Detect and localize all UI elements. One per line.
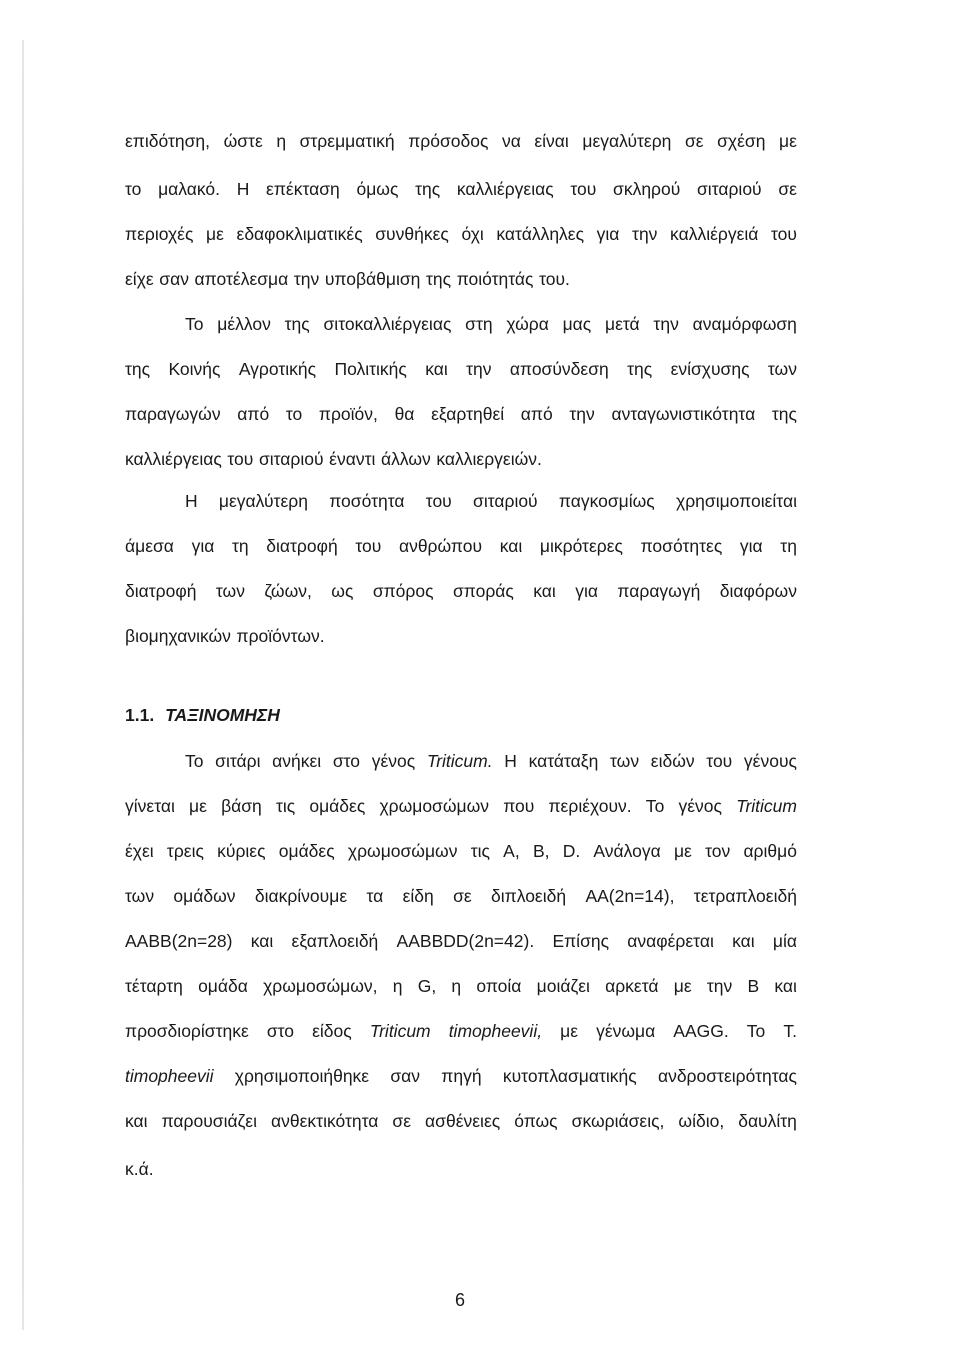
word: διαφόρων — [719, 581, 797, 601]
word: με — [206, 224, 224, 244]
word: μοιάζει — [536, 976, 590, 996]
word: διατροφή — [266, 536, 338, 556]
word: ενίσχυσης — [670, 359, 750, 379]
word: άλλων — [381, 449, 431, 469]
word: ομάδα — [198, 976, 248, 996]
word: αριθμό — [743, 841, 797, 861]
word: κατάλληλες — [496, 224, 585, 244]
word: ανθεκτικότητα — [271, 1111, 379, 1131]
page-number: 6 — [454, 1290, 465, 1310]
word: Η — [185, 491, 198, 511]
word: των — [215, 581, 245, 601]
word: τετραπλοειδή — [693, 886, 797, 906]
word: καλλιεργειών. — [436, 449, 542, 469]
word: το — [125, 179, 142, 199]
word: ειδών — [650, 751, 695, 771]
word: και — [125, 1111, 148, 1131]
word: τις — [470, 841, 490, 861]
word: ανήκει — [272, 751, 322, 771]
word: έναντι — [329, 449, 376, 469]
word: χρωμοσώμων, — [263, 976, 378, 996]
word: γένος — [678, 796, 722, 816]
word: το — [285, 404, 303, 424]
text-line — [125, 1065, 797, 1087]
word: σιτοκαλλιέργειας — [323, 314, 452, 334]
word: Τ. — [783, 1021, 797, 1041]
word: για — [191, 536, 215, 556]
word: Κοινής — [168, 359, 221, 379]
word: θα — [394, 404, 415, 424]
word: AABBDD(2n=42). — [396, 931, 535, 951]
word: περιοχές — [125, 224, 194, 244]
word: σε — [453, 886, 472, 906]
word: παγκοσμίως — [558, 491, 655, 511]
word: του — [425, 491, 452, 511]
text-line — [125, 795, 797, 817]
word: ωίδιο, — [678, 1111, 725, 1131]
word: Β — [747, 976, 760, 996]
word: εδαφοκλιματικές — [236, 224, 363, 244]
word: ομάδες — [278, 841, 335, 861]
word: ασθένειες — [425, 1111, 501, 1131]
word: προσδιορίστηκε — [125, 1021, 249, 1041]
word: χώρα — [506, 314, 549, 334]
word: επέκταση — [266, 179, 340, 199]
word: στο — [332, 751, 361, 771]
word: και — [499, 536, 523, 556]
text-line — [125, 580, 797, 602]
text-line — [125, 178, 797, 200]
text-line — [125, 975, 797, 997]
text-line — [125, 268, 797, 290]
text-line — [125, 130, 797, 152]
word: Triticum — [736, 796, 797, 816]
word: ανταγωνιστικότητα — [611, 404, 756, 424]
word: ζώων, — [264, 581, 312, 601]
word: πρόσοδος — [408, 131, 489, 151]
word: σιταριού — [258, 449, 324, 469]
word: σε — [778, 179, 797, 199]
word: κύριες — [217, 841, 266, 861]
word: ΑΑ(2n=14), — [585, 886, 675, 906]
word: του — [355, 536, 382, 556]
word: για — [596, 224, 620, 244]
word: με — [673, 976, 692, 996]
word: προϊόν, — [318, 404, 378, 424]
word: αναφέρεται — [627, 931, 714, 951]
text-line — [125, 1158, 797, 1180]
word: όμως — [356, 179, 399, 199]
word: σαν — [159, 269, 189, 289]
text-line — [125, 223, 797, 245]
word: της — [284, 314, 310, 334]
word: άμεσα — [125, 536, 174, 556]
word: είναι — [534, 131, 569, 151]
word: τα — [366, 886, 384, 906]
word: σιταριού — [473, 491, 538, 511]
word: Αγροτικής — [238, 359, 317, 379]
word: ανθρώπου — [398, 536, 483, 556]
word: με — [673, 841, 692, 861]
word: για — [739, 536, 763, 556]
section-title: ΤΑΞΙΝΟΜΗΣΗ — [165, 705, 280, 725]
section-heading — [125, 705, 280, 726]
word: Επίσης — [552, 931, 610, 951]
word: η — [451, 976, 462, 996]
word: D. — [562, 841, 581, 861]
word: παραγωγών — [125, 404, 221, 424]
word: παραγωγή — [617, 581, 701, 601]
word: G, — [417, 976, 437, 996]
word: δαυλίτη — [738, 1111, 797, 1131]
word: καλλιέργειας — [456, 179, 554, 199]
text-line — [125, 448, 797, 470]
word: γίνεται — [125, 796, 175, 816]
word: είχε — [125, 269, 154, 289]
word: με — [560, 1021, 579, 1041]
word: ποιότητάς — [456, 269, 534, 289]
word: καλλιέργειά — [670, 224, 759, 244]
word: μαλακό. — [158, 179, 221, 199]
word: όχι — [461, 224, 484, 244]
word: περιέχουν. — [548, 796, 632, 816]
word: Η — [236, 179, 250, 199]
word: στρεμματική — [299, 131, 395, 151]
word: του. — [539, 269, 570, 289]
word: μία — [772, 931, 797, 951]
word: μεγαλύτερη — [218, 491, 308, 511]
word: χρωμοσώμων — [347, 841, 458, 861]
word: της — [771, 404, 797, 424]
word: την — [632, 224, 658, 244]
word: είδος — [312, 1021, 352, 1041]
word: σιτάρι — [215, 751, 261, 771]
word: και — [425, 359, 448, 379]
word: Β, — [532, 841, 550, 861]
word: εξαρτηθεί — [431, 404, 505, 424]
word: τη — [231, 536, 249, 556]
word: κ.ά. — [125, 1159, 154, 1179]
word: μικρότερες — [539, 536, 623, 556]
word: σε — [684, 131, 704, 151]
word: σαν — [390, 1066, 421, 1086]
word: Ανάλογα — [593, 841, 661, 861]
word: εξαπλοειδή — [291, 931, 379, 951]
word: στο — [266, 1021, 295, 1041]
word: πηγή — [441, 1066, 482, 1086]
word: σπόρος — [372, 581, 434, 601]
text-line — [125, 1110, 797, 1132]
word: ομάδων — [173, 886, 236, 906]
text-line — [185, 750, 797, 772]
word: μετά — [604, 314, 640, 334]
word: σκωριάσεις, — [571, 1111, 665, 1131]
word: να — [501, 131, 521, 151]
word: από — [237, 404, 270, 424]
word: σιταριού — [697, 179, 762, 199]
word: timopheevii — [125, 1066, 214, 1086]
word: Η — [504, 751, 517, 771]
word: μας — [562, 314, 592, 334]
text-line — [125, 930, 797, 952]
word: τη — [780, 536, 797, 556]
word: όπως — [514, 1111, 558, 1131]
text-line — [125, 885, 797, 907]
word: έχει — [125, 841, 154, 861]
word: συνθήκες — [375, 224, 449, 244]
word: την — [706, 976, 733, 996]
word: γένος — [371, 751, 416, 771]
word: του — [706, 751, 733, 771]
word: και — [533, 581, 556, 601]
word: στη — [465, 314, 493, 334]
word: τις — [275, 796, 296, 816]
word: σχέση — [717, 131, 766, 151]
word: του — [227, 449, 254, 469]
word: υποβάθμιση — [324, 269, 421, 289]
word: την — [569, 404, 595, 424]
word: χρησιμοποιείται — [676, 491, 797, 511]
word: και — [732, 931, 755, 951]
word: τον — [705, 841, 731, 861]
word: διακρίνουμε — [254, 886, 348, 906]
word: ομάδες — [309, 796, 366, 816]
word: Το — [185, 751, 204, 771]
word: διατροφή — [125, 581, 197, 601]
text-line — [125, 625, 797, 647]
word: η — [276, 131, 287, 151]
word: αρκετά — [605, 976, 659, 996]
word: ως — [331, 581, 354, 601]
word: την — [466, 359, 492, 379]
word: AAGG. — [673, 1021, 729, 1041]
word: καλλιέργειας — [125, 449, 222, 469]
word: ώστε — [223, 131, 263, 151]
word: αποτέλεσμα — [194, 269, 289, 289]
word: των — [767, 359, 797, 379]
word: τρεις — [166, 841, 204, 861]
word: βιομηχανικών — [125, 626, 231, 646]
word: Το — [185, 314, 204, 334]
word: με — [779, 131, 797, 151]
word: είδη — [402, 886, 434, 906]
text-line — [125, 403, 797, 425]
word: η — [392, 976, 403, 996]
word: γένωμα — [596, 1021, 656, 1041]
word: σε — [392, 1111, 412, 1131]
word: γένους — [743, 751, 797, 771]
word: των — [610, 751, 640, 771]
word: ανδροστειρότητας — [657, 1066, 797, 1086]
word: την — [293, 269, 320, 289]
word: και — [774, 976, 797, 996]
word: των — [125, 886, 155, 906]
text-line — [125, 358, 797, 380]
word: μεγαλύτερη — [582, 131, 672, 151]
word: Το — [645, 796, 665, 816]
word: προϊόντων. — [236, 626, 325, 646]
word: σκληρού — [613, 179, 681, 199]
text-line — [125, 840, 797, 862]
word: Α, — [503, 841, 520, 861]
text-line — [185, 490, 797, 512]
word: που — [503, 796, 535, 816]
word: AABB(2n=28) — [125, 931, 233, 951]
word: Triticum. — [426, 751, 493, 771]
word: της — [426, 269, 452, 289]
word: τέταρτη — [125, 976, 183, 996]
word: της — [415, 179, 441, 199]
word: του — [570, 179, 597, 199]
word: χρωμοσώμων — [379, 796, 490, 816]
word: από — [520, 404, 553, 424]
word: την — [653, 314, 679, 334]
section-number: 1.1. — [125, 705, 155, 725]
word: και — [250, 931, 274, 951]
word: για — [575, 581, 598, 601]
word: της — [627, 359, 653, 379]
word: του — [771, 224, 797, 244]
word: διπλοειδή — [491, 886, 567, 906]
word: Το — [746, 1021, 766, 1041]
word: κατάταξη — [528, 751, 599, 771]
word: σποράς — [452, 581, 514, 601]
word: αποσύνδεση — [509, 359, 609, 379]
word: ποσότητες — [640, 536, 723, 556]
word: αναμόρφωση — [692, 314, 797, 334]
word: οποία — [476, 976, 522, 996]
word: παρουσιάζει — [161, 1111, 257, 1131]
word: με — [189, 796, 207, 816]
text-line — [125, 1020, 797, 1042]
scan-edge — [22, 40, 24, 1330]
word: ποσότητα — [329, 491, 405, 511]
text-line — [125, 535, 797, 557]
word: της — [125, 359, 151, 379]
text-line — [185, 313, 797, 335]
word: επιδότηση, — [125, 131, 211, 151]
word: βάση — [221, 796, 262, 816]
word: timopheevii, — [448, 1021, 543, 1041]
word: Πολιτικής — [334, 359, 407, 379]
word: Triticum — [369, 1021, 431, 1041]
word: μέλλον — [217, 314, 271, 334]
word: χρησιμοποιήθηκε — [234, 1066, 370, 1086]
word: κυτοπλασματικής — [502, 1066, 637, 1086]
